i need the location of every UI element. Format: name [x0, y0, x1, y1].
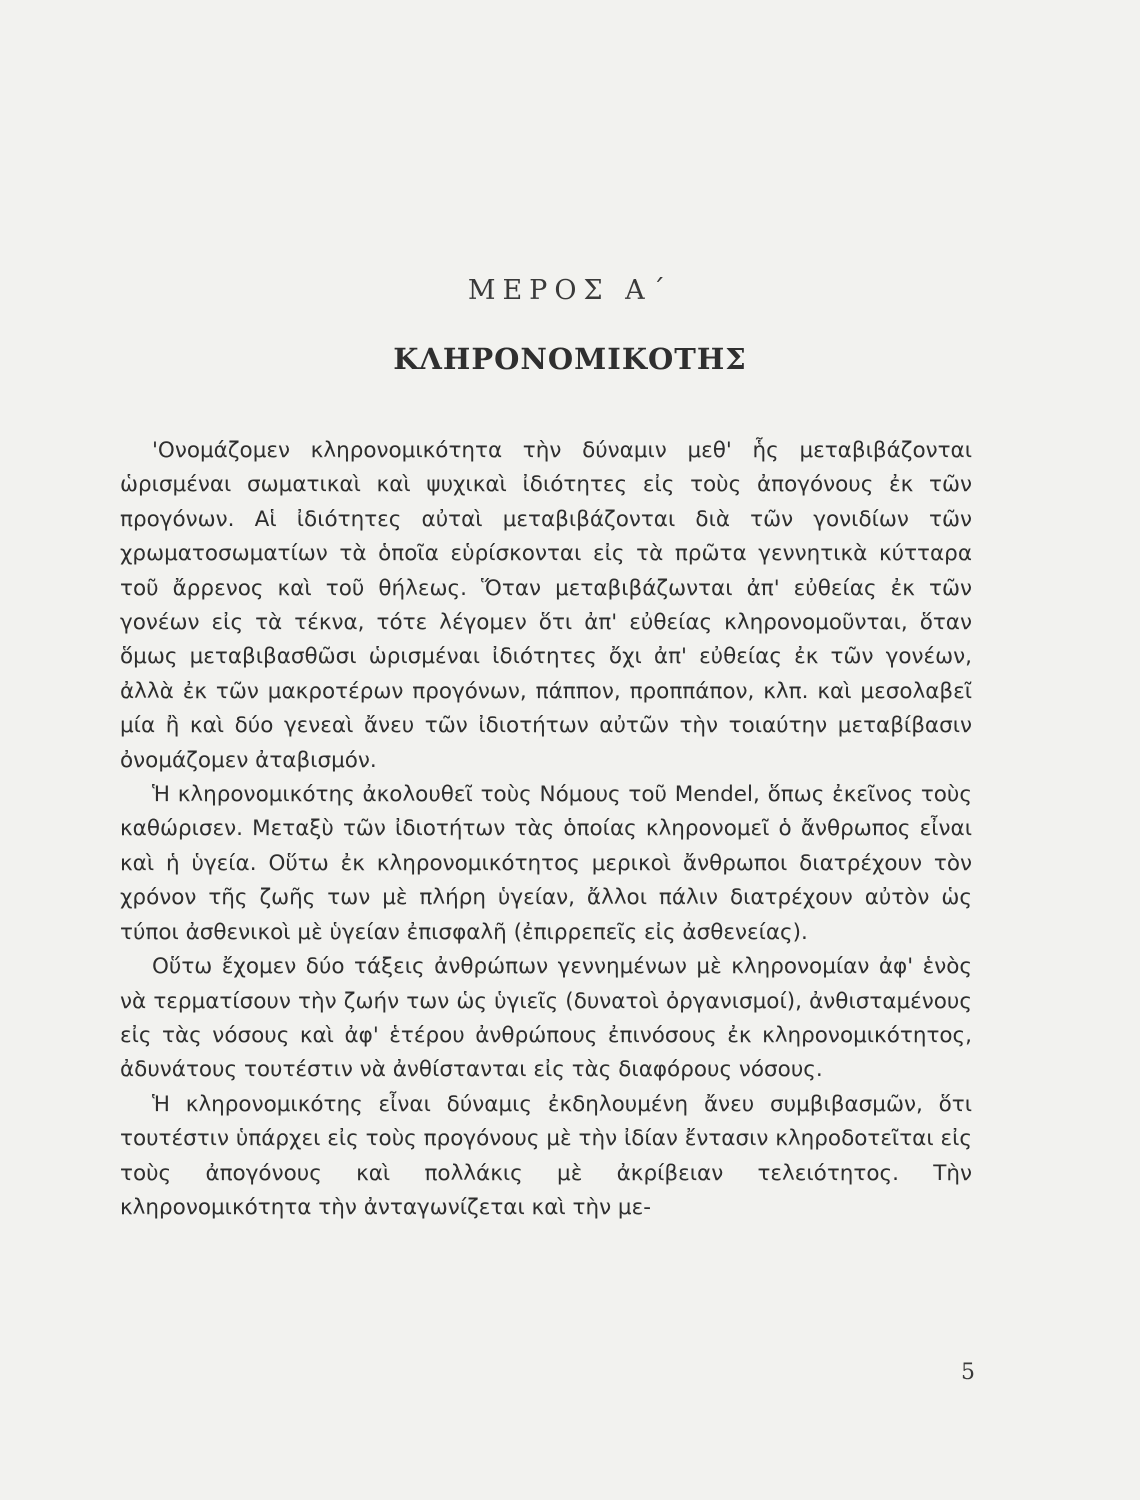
- page-number: 5: [961, 1360, 975, 1385]
- paragraph-3: Οὕτω ἔχομεν δύο τάξεις ἀνθρώπων γεννημένων μὲ κληρονομίαν ἀφ' ἑνὸς νὰ τερματίσουν τὴν ζωήν των ὡς ὑγιεῖς (δυνατοὶ ὀργανισμοί), ἀνθισταμένους εἰς τὰς νόσους καὶ ἀφ' ἑτέρου ἀνθρώπους ἐπινόσους ἐκ κληρονομικότητος, ἀδυνάτους τουτέστιν νὰ ἀνθίστανται εἰς τὰς διαφόρους νόσους.: [120, 954, 972, 1083]
- body-text: [120, 434, 972, 1225]
- paragraph-2: Ἡ κληρονομικότης ἀκολουθεῖ τοὺς Νόμους τοῦ Mendel, ὅπως ἐκεῖνος τοὺς καθώρισεν. Μεταξὺ τῶν ἰδιοτήτων τὰς ὁποίας κληρονομεῖ ὁ ἄνθρωπος εἶναι καὶ ἡ ὑγεία. Οὕτω ἐκ κληρονομικότητος μερικοὶ ἄνθρωποι διατρέχουν τὸν χρόνον τῆς ζωῆς των μὲ πλήρη ὑγείαν, ἄλλοι πάλιν διατρέχουν αὐτὸν ὡς τύποι ἀσθενικοὶ μὲ ὑγείαν ἐπισφαλῆ (ἐπιρρεπεῖς εἰς ἀσθενείας).: [120, 782, 972, 945]
- paragraph-1: 'Ονομάζομεν κληρονομικότητα τὴν δύναμιν μεθ' ἧς μεταβιβάζονται ὡρισμέναι σωματικαὶ καὶ ψυχικαὶ ἰδιότητες εἰς τοὺς ἀπογόνους ἐκ τῶν προγόνων. Αἱ ἰδιότητες αὐταὶ μεταβιβάζονται διὰ τῶν γονιδίων τῶν χρωματοσωματίων τὰ ὁποῖα εὑρίσκονται εἰς τὰ πρῶτα γεννητικὰ κύτταρα τοῦ ἄρρενος καὶ τοῦ θήλεως. Ὅταν μεταβιβάζωνται ἀπ' εὐθείας ἐκ τῶν γονέων εἰς τὰ τέκνα, τότε λέγομεν ὅτι ἀπ' εὐθείας κληρονομοῦνται, ὅταν ὅμως μεταβιβασθῶσι ὡρισμέναι ἰδιότητες ὄχι ἀπ' εὐθείας ἐκ τῶν γονέων, ἀλλὰ ἐκ τῶν μακροτέρων προγόνων, πάππον, προππάπον, κλπ. καὶ μεσολαβεῖ μία ἢ καὶ δύο γενεαὶ ἄνευ τῶν ἰδιοτήτων αὐτῶν τὴν τοιαύτην μεταβίβασιν ὀνομάζομεν ἀταβισμόν.: [120, 438, 972, 773]
- chapter-title: ΚΛΗΡΟΝΟΜΙΚΟΤΗΣ: [393, 342, 747, 376]
- part-title: ΜΕΡΟΣ Α΄: [467, 275, 673, 306]
- paragraph-4: Ἡ κληρονομικότης εἶναι δύναμις ἐκδηλουμένη ἄνευ συμβιβασμῶν, ὅτι τουτέστιν ὑπάρχει εἰς τοὺς προγόνους μὲ τὴν ἰδίαν ἔντασιν κληροδοτεῖται εἰς τοὺς ἀπογόνους καὶ πολλάκις μὲ ἀκρίβειαν τελειότητος. Τὴν κληρονομικότητα τὴν ἀνταγωνίζεται καὶ τὴν με-: [120, 1091, 972, 1220]
